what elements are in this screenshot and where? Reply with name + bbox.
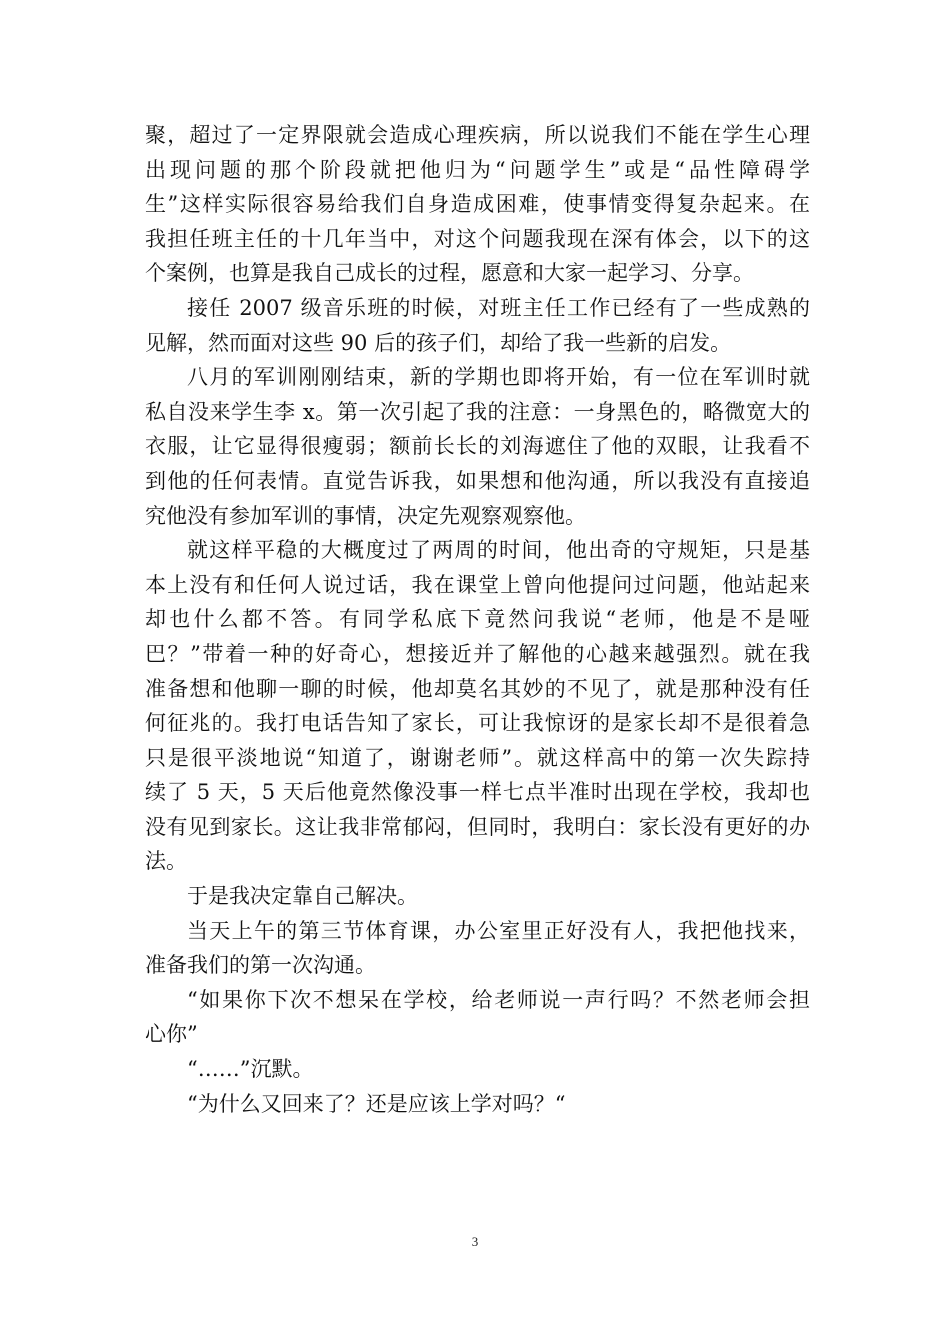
text-line: 聚，超过了一定界限就会造成心理疾病，所以说我们不能在学生心理	[145, 123, 810, 147]
body-text	[145, 118, 810, 1121]
text-line: 准备我们的第一次沟通。	[145, 953, 376, 978]
text-line: “为什么又回来了？还是应该上学对吗？“	[187, 1091, 566, 1116]
text-line: 生”这样实际很容易给我们自身造成困难，使事情变得复杂起来。在	[145, 192, 810, 217]
text-line: 没有见到家长。这让我非常郁闷，但同时，我明白：家长没有更好的办	[145, 814, 810, 839]
text-line: 心你”	[145, 1022, 198, 1047]
text-line: 衣服，让它显得很瘦弱；额前长长的刘海遮住了他的双眼，让我看不	[145, 434, 810, 459]
text-line: “如果你下次不想呆在学校，给老师说一声行吗？不然老师会担	[187, 987, 810, 1012]
paragraph	[145, 360, 810, 533]
paragraph	[145, 1087, 810, 1122]
text-line: 究他没有参加军训的事情，决定先观察观察他。	[145, 503, 586, 528]
page-number: 3	[471, 1234, 479, 1249]
text-line: 准备想和他聊一聊的时候，他却莫名其妙的不见了，就是那种没有任	[145, 676, 810, 701]
text-line: 到他的任何表情。直觉告诉我，如果想和他沟通，所以我没有直接追	[145, 468, 810, 493]
text-line: 见解，然而面对这些 90 后的孩子们，却给了我一些新的启发。	[145, 330, 732, 355]
text-line: 却也什么都不答。有同学私底下竟然问我说“老师，他是不是哑	[145, 607, 810, 632]
paragraph	[145, 879, 810, 914]
text-line: 续了 5 天，5 天后他竟然像没事一样七点半准时出现在学校，我却也	[145, 780, 810, 805]
text-line: 法。	[145, 849, 187, 874]
paragraph	[145, 914, 810, 983]
text-line: 八月的军训刚刚结束，新的学期也即将开始，有一位在军训时就	[187, 365, 810, 390]
text-line: 私自没来学生李 x。第一次引起了我的注意：一身黑色的，略微宽大的	[145, 399, 810, 424]
text-line: 就这样平稳的大概度过了两周的时间，他出奇的守规矩，只是基	[187, 538, 810, 563]
text-line: 于是我决定靠自己解决。	[187, 884, 418, 909]
paragraph	[145, 983, 810, 1052]
paragraph	[145, 291, 810, 360]
text-line: 只是很平淡地说“知道了，谢谢老师”。就这样高中的第一次失踪持	[145, 745, 810, 770]
text-line: “……”沉默。	[187, 1057, 314, 1082]
text-line: 当天上午的第三节体育课，办公室里正好没有人，我把他找来，	[187, 918, 810, 943]
text-line: 接任 2007 级音乐班的时候，对班主任工作已经有了一些成熟的	[187, 295, 810, 320]
text-line: 出现问题的那个阶段就把他归为“问题学生”或是“品性障碍学	[145, 157, 810, 182]
text-line: 何征兆的。我打电话告知了家长，可让我惊讶的是家长却不是很着急	[145, 711, 810, 736]
text-line: 本上没有和任何人说过话，我在课堂上曾向他提问过问题，他站起来	[145, 572, 810, 597]
text-line: 我担任班主任的十几年当中，对这个问题我现在深有体会，以下的这	[145, 226, 810, 251]
paragraph	[145, 118, 810, 291]
text-line: 巴？”带着一种的好奇心，想接近并了解他的心越来越强烈。就在我	[145, 641, 810, 666]
text-line: 个案例，也算是我自己成长的过程，愿意和大家一起学习、分享。	[145, 261, 754, 286]
paragraph	[145, 533, 810, 879]
paragraph	[145, 1052, 810, 1087]
